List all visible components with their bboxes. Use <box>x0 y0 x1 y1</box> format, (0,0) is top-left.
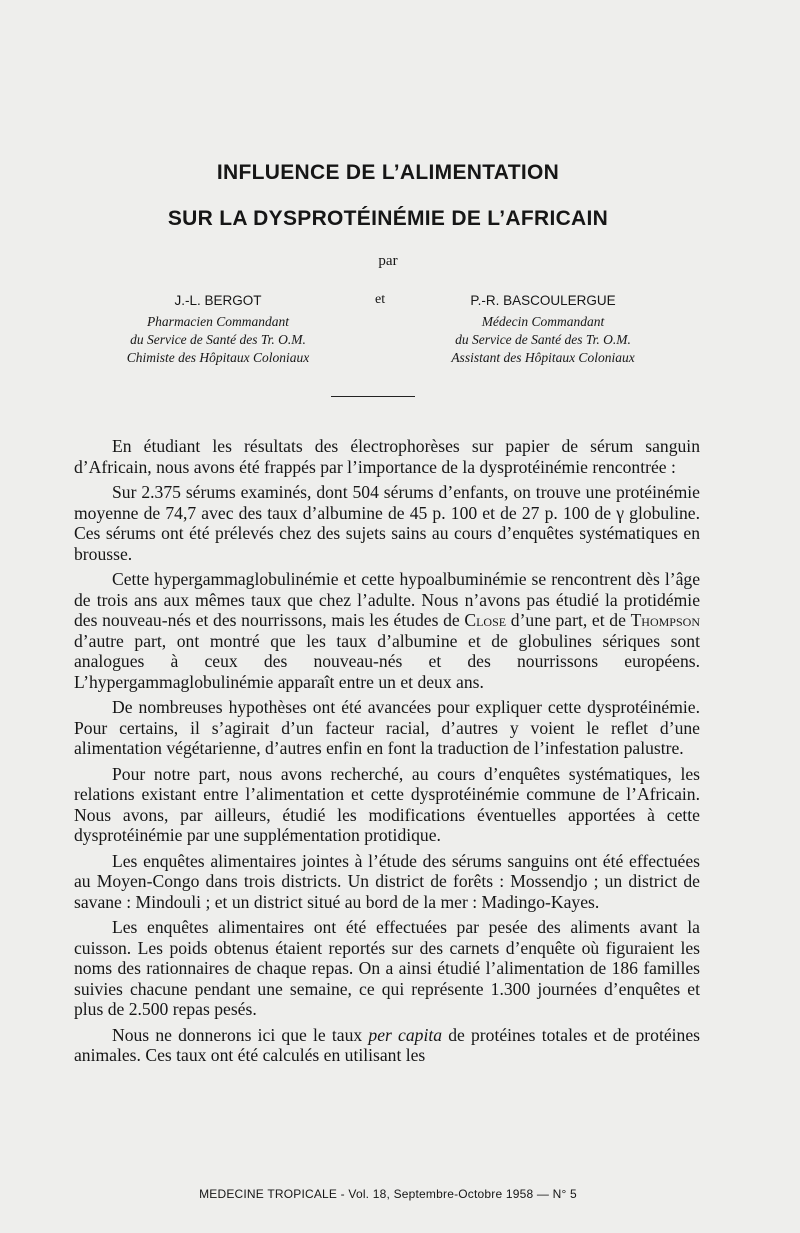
article-body <box>74 436 700 1071</box>
paragraph-8 <box>74 1025 700 1066</box>
paragraph-3-text-a: Cette hypergammaglobulinémie et cette hypoalbuminémie se rencontrent dès l’âge de trois ans aux mêmes taux que chez l’adulte. Nous n’avons pas étudié la protidémie des nouveau-nés et des nourrissons, mais les études de <box>74 569 700 630</box>
paragraph-2: Sur 2.375 sérums examinés, dont 504 sérums d’enfants, on trouve une protéinémie moyenne de 74,7 avec des taux d’albumine de 45 p. 100 et de 27 p. 100 de γ globuline. Ces sérums ont été prélevés chez des sujets sains au cours d’enquêtes systématiques en brousse. <box>74 482 700 564</box>
paragraph-8-text-a: Nous ne donnerons ici que le taux <box>112 1024 369 1045</box>
author-conjunction: et <box>375 292 386 307</box>
paragraph-3-text-c: d’autre part, ont montré que les taux d’albumine et de globulines sériques sont analogues à ceux des nouveau-nés et des nourrissons européens. L’hypergammaglobulinémie apparaît entre un et deux ans. <box>74 630 700 692</box>
author-name-close: Close <box>464 610 507 630</box>
article-title-line-1: INFLUENCE DE L’ALIMENTATION <box>216 161 560 184</box>
journal-footer: MEDECINE TROPICALE - Vol. 18, Septembre-Octobre 1958 — N° 5 <box>199 1187 577 1201</box>
paragraph-5: Pour notre part, nous avons recherché, au cours d’enquêtes systématiques, les relations existant entre l’alimentation et cette dysprotéinémie commune de l’Africain. Nous avons, par ailleurs, étudié les modifications éventuelles apportées à cette dysprotéinémie par une supplémentation protidique. <box>74 763 700 845</box>
author-right-role-1: Médecin Commandant <box>481 314 605 329</box>
author-left-role-3: Chimiste des Hôpitaux Coloniaux <box>126 350 310 365</box>
per-capita-italic: per capita <box>368 1024 443 1045</box>
author-right-role-2: du Service de Santé des Tr. O.M. <box>455 332 631 347</box>
author-left-role-1: Pharmacien Commandant <box>146 314 290 329</box>
author-right <box>393 292 693 367</box>
paragraph-8-text-b: de protéines totales et de protéines animales. Ces taux ont été calculés en utilisant les <box>74 1024 700 1065</box>
paragraph-4: De nombreuses hypothèses ont été avancées pour expliquer cette dysprotéinémie. Pour certains, il s’agirait d’un facteur racial, d’autres y voient le reflet d’une alimentation végétarienne, d’autres enfin en font la traduction de l’infestation palustre. <box>74 697 700 758</box>
separator-rule <box>331 396 415 397</box>
paragraph-1: En étudiant les résultats des électrophorèses sur papier de sérum sanguin d’Africain, nous avons été frappés par l’importance de la dysprotéinémie rencontrée : <box>74 436 700 477</box>
paragraph-7: Les enquêtes alimentaires ont été effectuées par pesée des aliments avant la cuisson. Les poids obtenus étaient reportés sur des carnets d’enquête où figuraient les noms des rationnaires de chaque repas. On a ainsi étudié l’alimentation de 186 familles suivies chacune pendant une semaine, ce qui représente 1.300 journées d’enquêtes et plus de 2.500 repas pesés. <box>74 917 700 1019</box>
paragraph-3-text-b: d’une part, et de <box>506 610 631 630</box>
author-left-name: J.-L. BERGOT <box>174 293 262 308</box>
author-left <box>68 292 368 367</box>
author-right-name: P.-R. BASCOULERGUE <box>470 293 616 308</box>
author-left-role-2: du Service de Santé des Tr. O.M. <box>130 332 306 347</box>
author-right-role-3: Assistant des Hôpitaux Coloniaux <box>451 350 635 365</box>
paragraph-6: Les enquêtes alimentaires jointes à l’étude des sérums sanguins ont été effectuées au Moyen-Congo dans trois districts. Un district de forêts : Mossendjo ; un district de savane : Mindouli ; et un district situé au bord de la mer : Madingo-Kayes. <box>74 850 700 912</box>
author-name-thompson: Thompson <box>630 610 700 630</box>
byline-par: par <box>378 253 398 269</box>
article-title-line-2: SUR LA DYSPROTÉINÉMIE DE L’AFRICAIN <box>167 207 609 230</box>
paragraph-3 <box>74 569 700 692</box>
